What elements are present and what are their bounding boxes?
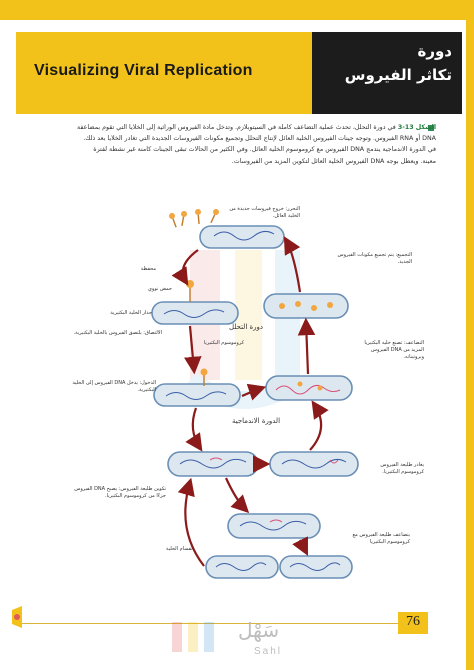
brand-watermark-logo-icon [170, 618, 234, 658]
cell-prophage-exit [270, 452, 358, 476]
caption-line-1 [32, 122, 436, 133]
lytic-cycle-label: دورة التحلل [228, 323, 264, 331]
caption-line-4: معينة. ويعطل بوجه DNA الفيروس الخلية العائل لتكوين المزيد من الفيروسات. [231, 157, 436, 165]
prophage-replicate-label: يتضاعف طليعة الفيروس مع كروموسوم البكتيريا [352, 532, 410, 545]
nucleic-acid-label: حمض نووي [148, 286, 172, 292]
brand-watermark-arabic: سَهْل [238, 618, 280, 642]
caption-line-2: DNA أو RNA الفيروس. وتوجه جينات الفيروس الخلية العائل لإنتاج التحلل وتجميع مكونات الفيروسات الجديدة التي تغادر الخلايا بعد ذلك. [83, 135, 436, 143]
page-title-english: Visualizing Viral Replication [34, 62, 253, 79]
figure-label: الشكل 13-3 [397, 124, 436, 131]
arrow-prophage-to-division [226, 478, 246, 510]
page-title-arabic-line2: تكاثر الفيروس [344, 66, 452, 84]
capsid-label: محفظة [140, 266, 156, 272]
entry-label: الدخول: يدخل DNA الفيروس إلى الخلية البكتيرية. [72, 380, 156, 393]
arrow-division-loop [185, 482, 204, 566]
cell-division-lower-left [206, 556, 278, 578]
lysogenic-cycle-label: الدورة الاندماجية [231, 417, 281, 425]
caption-line-3: في الدورة الاندماجية يندمج DNA الفيروس مع كروموسوم الخلية العائل. وفي الكثير من الحالات تبقى الجينات كامنة غير نشطة لفترة [93, 146, 436, 154]
assembly-label: التجميع: يتم تجميع مكونات الفيروس الجديد. [337, 252, 412, 265]
brand-watermark-english: Sahl [254, 646, 283, 657]
page-number: 76 [406, 614, 420, 629]
right-accent-band [466, 0, 474, 670]
arrow-exit-to-replication [310, 404, 321, 450]
arrow-division-split [300, 540, 306, 552]
caption-line-1-text: في دورة التحلل، تحدث عملية التضاعف كاملة في السيتوبلازم. وتدخل مادة الفيروس الوراثية إلى الخلايا التي تقوم بمضاعفة [77, 124, 396, 131]
cell-division-lower-right [280, 556, 352, 578]
prophage-exit-label: يغادر طليعة الفيروس كروموسوم البكتيريا. [380, 462, 424, 475]
cell-division-upper [228, 514, 320, 538]
cell-replication [266, 376, 352, 400]
cell-assembly [264, 294, 348, 318]
cell-release [200, 226, 284, 248]
arrow-entry-to-prophage [193, 408, 200, 448]
cell-division-label: انقسام الخلية [166, 546, 194, 552]
page-title-arabic-line1: دورة [417, 42, 452, 60]
cell-wall-label: جدار الخلية البكتيرية [110, 310, 152, 316]
arrow-replication-to-assembly [306, 322, 308, 374]
prophage-formation-label: تكوين طليعة الفيروس: يصبح DNA الفيروس جزءًا من كروموسوم البكتيريا. [74, 486, 166, 499]
replication-label: التضاعف: تصنع خلية البكتيريا المزيد من DNA الفيروس وبروتيناته. [364, 340, 424, 360]
figure-caption [32, 122, 436, 167]
release-label: التحرر: خروج فيروسات جديدة من الخلية العائل. [229, 206, 300, 219]
attachment-label: الالتصاق: يلتصق الفيروس بالخلية البكتيرية. [73, 330, 162, 336]
side-logo-icon [10, 606, 24, 628]
top-accent-band [0, 0, 474, 20]
cell-prophage-formation [168, 452, 258, 476]
bacterial-chromosome-label: كروموسوم البكتيريا [203, 340, 244, 346]
